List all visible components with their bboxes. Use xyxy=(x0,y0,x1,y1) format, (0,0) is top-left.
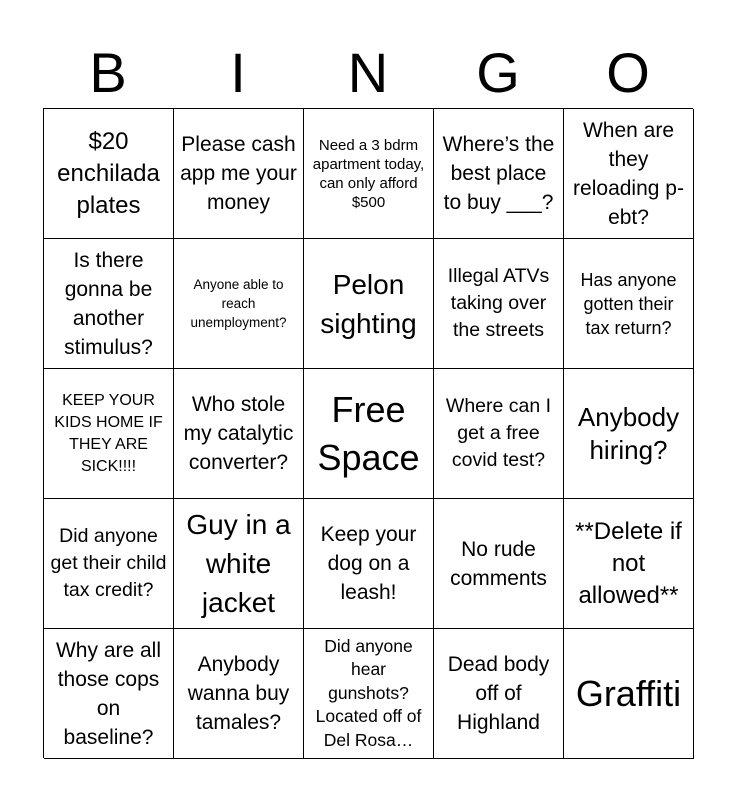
bingo-cell-o5[interactable] xyxy=(564,629,694,759)
bingo-cell-i5[interactable] xyxy=(174,629,304,759)
cell-text: Is there gonna be another stimulus? xyxy=(64,248,153,359)
bingo-cell-o4[interactable] xyxy=(564,499,694,629)
bingo-cell-b3[interactable] xyxy=(44,369,174,499)
bingo-card-grid xyxy=(43,108,693,758)
cell-text: Where’s the best place to buy ___? xyxy=(442,133,555,214)
cell-text: Pelon sighting xyxy=(320,268,417,339)
bingo-cell-o1[interactable] xyxy=(564,109,694,239)
header-letter-o: O xyxy=(606,41,650,104)
cell-text: KEEP YOUR KIDS HOME IF THEY ARE SICK!!!! xyxy=(54,391,163,475)
bingo-cell-g1[interactable] xyxy=(434,109,564,239)
bingo-cell-i4[interactable] xyxy=(174,499,304,629)
bingo-cell-g4[interactable] xyxy=(434,499,564,629)
cell-text: Anyone able to reach unemployment? xyxy=(190,277,287,330)
cell-text: Anybody wanna buy tamales? xyxy=(187,653,290,734)
bingo-header xyxy=(43,38,693,108)
cell-text: Dead body off of Highland xyxy=(447,653,550,734)
bingo-cell-i3[interactable] xyxy=(174,369,304,499)
bingo-cell-g5[interactable] xyxy=(434,629,564,759)
bingo-cell-b5[interactable] xyxy=(44,629,174,759)
cell-text: Did anyone hear gunshots? Located off of Del Rosa… xyxy=(315,635,422,750)
header-letter-b: B xyxy=(89,41,127,104)
cell-text: Free Space xyxy=(317,388,420,478)
cell-text: Did anyone get their child tax credit? xyxy=(50,525,167,601)
cell-text: Who stole my catalytic converter? xyxy=(183,393,294,474)
cell-text: Illegal ATVs taking over the streets xyxy=(447,265,550,341)
cell-text: Need a 3 bdrm apartment today, can only afford $500 xyxy=(312,136,425,211)
bingo-cell-o3[interactable] xyxy=(564,369,694,499)
bingo-cell-g3[interactable] xyxy=(434,369,564,499)
header-letter-g: G xyxy=(476,41,520,104)
bingo-cell-n2[interactable] xyxy=(304,239,434,369)
bingo-cell-b4[interactable] xyxy=(44,499,174,629)
cell-text: Why are all those cops on baseline? xyxy=(55,638,162,749)
bingo-cell-n4[interactable] xyxy=(304,499,434,629)
cell-text: Guy in a white jacket xyxy=(186,509,291,618)
bingo-cell-g2[interactable] xyxy=(434,239,564,369)
bingo-cell-n3[interactable] xyxy=(304,369,434,499)
bingo-cell-b2[interactable] xyxy=(44,239,174,369)
header-letter-i: I xyxy=(230,41,246,104)
cell-text: Anybody hiring? xyxy=(577,401,680,465)
bingo-cell-o2[interactable] xyxy=(564,239,694,369)
cell-text: Keep your dog on a leash! xyxy=(320,523,417,604)
cell-text: $20 enchilada plates xyxy=(57,127,160,219)
bingo-cell-n5[interactable] xyxy=(304,629,434,759)
cell-text: No rude comments xyxy=(450,537,547,590)
cell-text: When are they reloading p-ebt? xyxy=(573,118,684,229)
bingo-cell-b1[interactable] xyxy=(44,109,174,239)
cell-text: **Delete if not allowed** xyxy=(575,517,682,609)
bingo-cell-i2[interactable] xyxy=(174,239,304,369)
cell-text: Has anyone gotten their tax return? xyxy=(580,269,677,338)
cell-text: Graffiti xyxy=(575,672,682,714)
cell-text: Please cash app me your money xyxy=(180,133,297,214)
bingo-cell-i1[interactable] xyxy=(174,109,304,239)
bingo-cell-n1[interactable] xyxy=(304,109,434,239)
header-letter-n: N xyxy=(347,41,389,104)
cell-text: Where can I get a free covid test? xyxy=(445,395,552,471)
